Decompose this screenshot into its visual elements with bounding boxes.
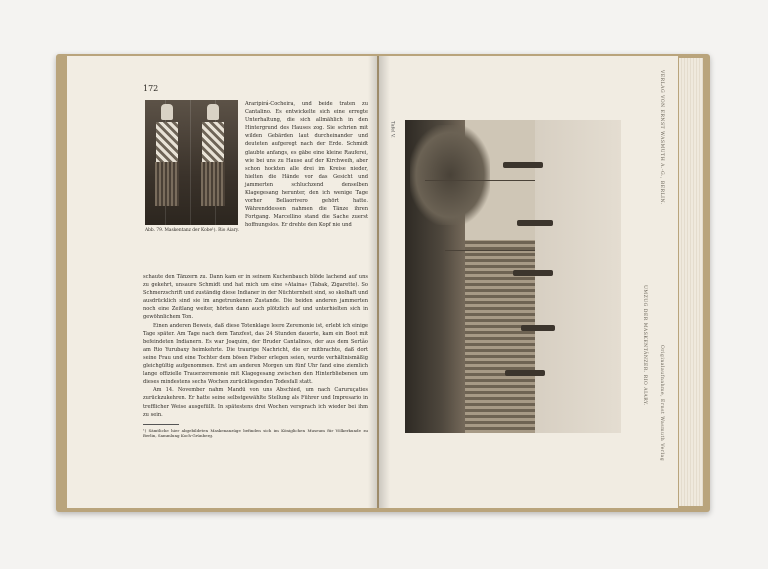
dancer-figure: [505, 370, 545, 376]
body-paragraph: schaute den Tänzern zu. Dann kam er in seinem Kuchenbauch blöde lachend auf uns zu gekehrt, unsaure Schmidt und hat mich um eine »Ataina« (Tabak, Zigarette). So Schmerzschrift und zuständig diese Indianer in der Nüchternheit sind, so skolhaft und ausdrücklich sind sie im angetrunkenen Zustande. Die beiden anderen jammerten noch eine Zeitlang weiter, hörten dann auch plötzlich auf und unterhielten sich in gewöhnlichem Ton.: [143, 274, 368, 321]
masked-dancer-figure: [201, 104, 225, 206]
tree-shape: [410, 125, 490, 225]
column-paragraph: Araripirá-Cocheira, und beide traten zu Cantalino. Es entwickelte sich eine erregte Unterhaltung, die sich allmählich in den Hintergrund des Hauses zog. Sie schrien mit wilden Gebärden laut durcheinander und deuteten aufgeregt nach der Erde. Schmidt glaubte anfangs, es gäbe eine kleine Rauferei, wie bei uns zu Hause auf der Kirchweih, aber schon hockten alle drei im Kreise nieder, hielten die Hände vor das Gesicht und jammerten schluchzend denselben Klagegesang herunter, den ich wenige Tage vorher Bellaorivero gehört hatte. Währenddessen nahmen die Tänze ihren Fortgang. Marcellino stand die Sache zuerst hoffnungslos. Er drehte den Kopf nie und: [245, 101, 368, 229]
plate-title: UMZUG DER MASKENTÄNZER. RIO AIARY.: [642, 285, 647, 406]
plate-photo: [405, 120, 621, 433]
masked-dancer-figure: [155, 104, 179, 206]
house-wall: [465, 240, 535, 433]
plate-label: [389, 121, 404, 142]
figure-caption: Abb. 79. Maskentanz der Kobe¹). Rio Aiary.: [145, 228, 239, 233]
dancer-figure: [521, 325, 555, 331]
figure-photo: [145, 100, 238, 225]
footnote: ¹) Sämtliche hier abgebildeten Maskenanzüge befinden sich im Königlichen Museum für Völkerkunde zu Berlin, Sammlung Koch-Grünberg.: [143, 427, 368, 438]
body-paragraph: Einen anderen Beweis, daß diese Totenklage leere Zeremonie ist, erlebt ich einige Tage später. Am Tage nach dem Tanzfest, das 24 Stunden dauerte, kam ein Boot mit befeindeten Indianern. Es war Joaquim, der Bruder Cantalinos, der aus dem Sertão am Rio Yurubaxy heimkehrte. Die traurige Nachricht, die er mitbrachte, daß dort seine Frau und eine Tochter dem bösen Fieber erlegen seien, wurde verhältnismäßig gleichgültig aufgenommen. Erst am anderen Morgen um fünf Uhr fand eine ziemlich lange offizielle Trauerzeremonie mit Klagegesang zwischen den Hinterbliebenen um dieses mindestens sechs Wochen zurückliegenden Todesfall statt.: [143, 322, 368, 386]
text-column: [245, 100, 368, 230]
footnote-rule: [143, 424, 179, 425]
ground-area: [535, 120, 621, 433]
dancer-figure: [513, 270, 553, 276]
book-gutter: [368, 56, 390, 508]
body-text: [143, 273, 368, 438]
pole: [425, 180, 535, 181]
body-paragraph: Am 14. November nahm Mandü von uns Abschied, um nach Caruruçaties zurückzukehren. Er hatte seine selbstgewählte Stellung als Führer und Impresario in trefflicher Weise ausgefüllt. In spätestens drei Wochen versprach ich wieder bei ihm zu sein.: [143, 387, 368, 418]
dancer-figure: [503, 162, 543, 168]
dancer-figure: [517, 220, 553, 226]
page-edges: [679, 58, 703, 506]
publisher-credit: VERLAG VON ERNST WASMUTH A.-G., BERLIN.: [659, 70, 664, 205]
plate-label-text: Tafel V.: [389, 121, 395, 138]
photo-credit: Originalaufnahme, Ernst Wasmuth Verlag: [659, 345, 664, 462]
page-number: 172: [143, 84, 159, 93]
pole: [445, 250, 535, 251]
